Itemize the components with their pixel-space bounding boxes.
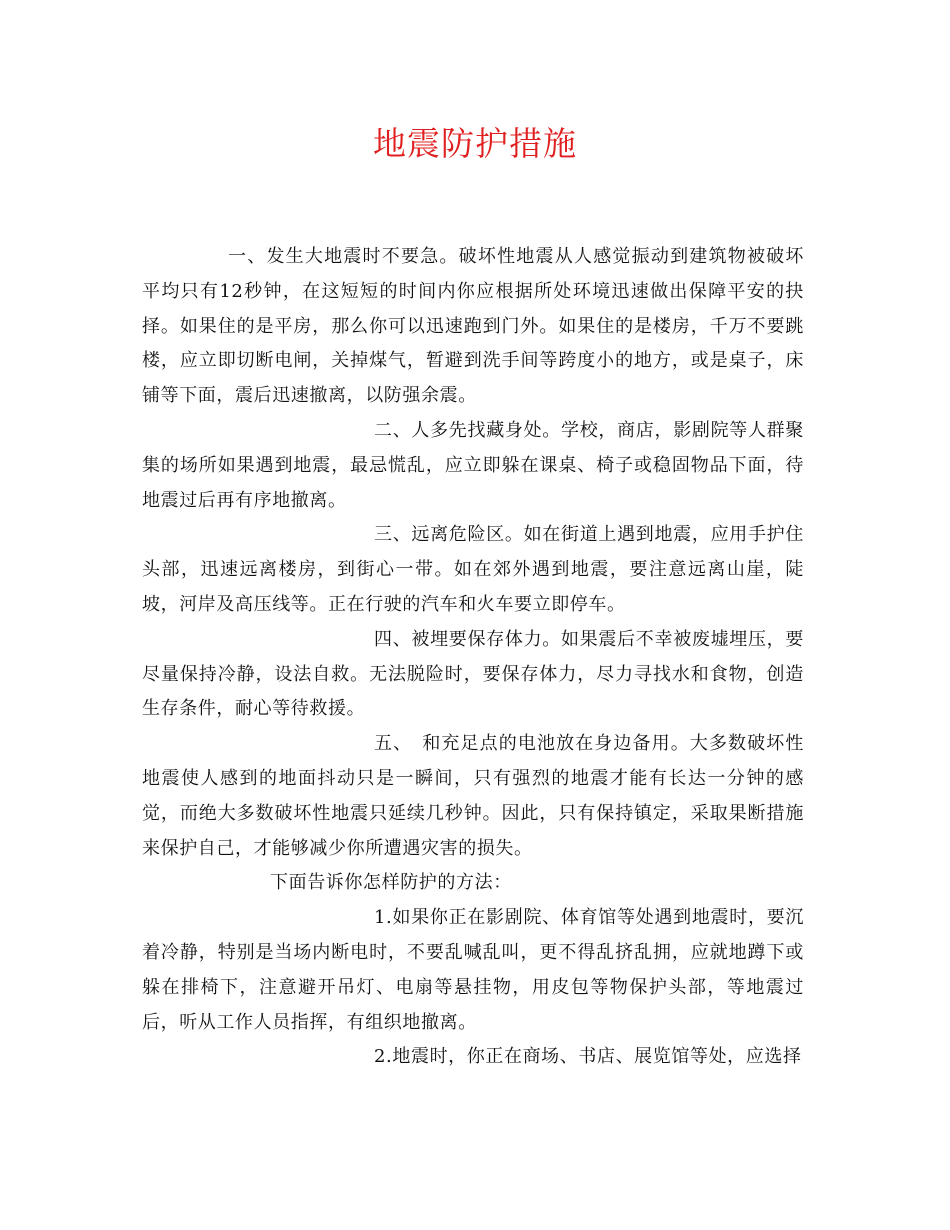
paragraph-3: 三、远离危险区。如在街道上遇到地震，应用手护住头部，迅速远离楼房，到街心一带。如在郊外遇到地震，要注意远离山崖，陡坡，河岸及高压线等。正在行驶的汽车和火车要立即停车。 [142, 524, 804, 615]
paragraph-4: 四、被埋要保存体力。如果震后不幸被废墟埋压，要尽量保持冷静，设法自救。无法脱险时，要保存体力，尽力寻找水和食物，创造生存条件，耐心等待救援。 [142, 628, 804, 720]
paragraph-1: 一、发生大地震时不要急。破坏性地震从人感觉振动到建筑物被破坏平均只有12秒钟，在这短短的时间内你应根据所处环境迅速做出保障平安的抉择。如果住的是平房，那么你可以迅速跑到门外。如果住的是楼房，千万不要跳楼，应立即切断电闸，关掉煤气，暂避到洗手间等跨度小的地方，或是桌子，床铺等下面，震后迅速撤离，以防强余震。 [142, 246, 804, 407]
method-2: 2.地震时，你正在商场、书店、展览馆等处，应选择 [374, 1046, 802, 1068]
document-body [142, 240, 804, 1075]
method-1: 1.如果你正在影剧院、体育馆等处遇到地震时，要沉着冷静，特别是当场内断电时，不要乱喊乱叫，更不得乱挤乱拥，应就地蹲下或躲在排椅下，注意避开吊灯、电扇等悬挂物，用皮包等物保护头部，等地震过后，听从工作人员指挥，有组织地撤离。 [142, 907, 804, 1033]
paragraph-5: 五、 和充足点的电池放在身边备用。大多数破坏性地震使人感到的地面抖动只是一瞬间，只有强烈的地震才能有长达一分钟的感觉，而绝大多数破坏性地震只延续几秒钟。因此，只有保持镇定，采取果断措施来保护自己，才能够减少你所遭遇灾害的损失。 [142, 733, 804, 859]
paragraph-2: 二、人多先找藏身处。学校，商店，影剧院等人群聚集的场所如果遇到地震，最忌慌乱，应立即躲在课桌、椅子或稳固物品下面，待地震过后再有序地撤离。 [142, 419, 804, 511]
document-title: 地震防护措施 [373, 124, 577, 163]
method-intro: 下面告诉你怎样防护的方法： [270, 872, 512, 894]
